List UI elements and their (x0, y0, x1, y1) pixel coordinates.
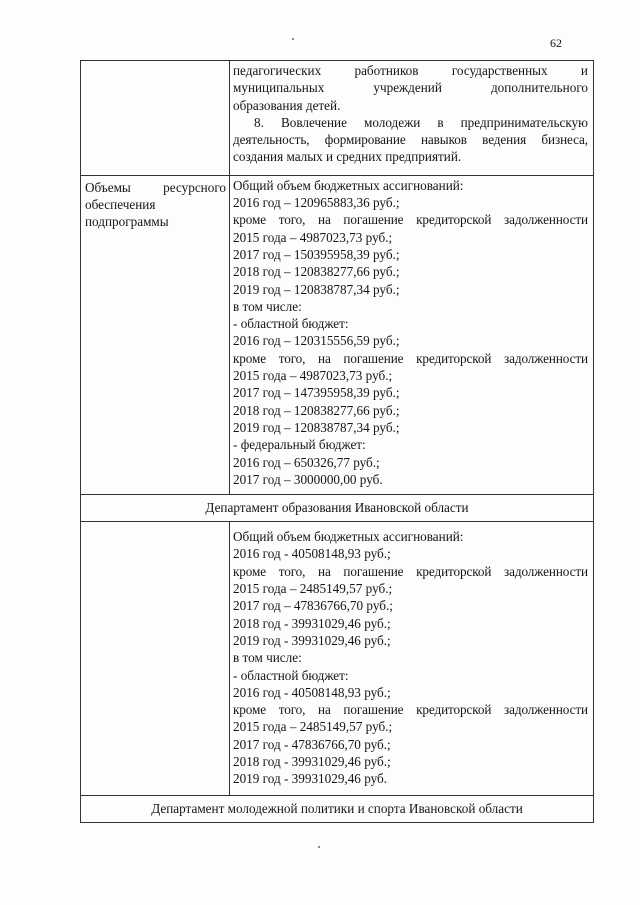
budget-line: 2018 год - 39931029,46 руб.; (233, 753, 391, 769)
budget-line: в том числе: (233, 298, 302, 314)
goals-row (81, 61, 594, 176)
education-dept-header-row (81, 495, 594, 522)
budget-line: 2019 год – 120838787,34 руб.; (233, 281, 400, 297)
budget-line: 2017 год – 3000000,00 руб. (233, 471, 383, 487)
goal-line: педагогических работников государственных и (233, 63, 588, 78)
empty-label-cell (81, 522, 230, 795)
resources-label-line: обеспечения (85, 197, 156, 213)
budget-line: 2016 год – 120965883,36 руб.; (233, 195, 400, 211)
budget-line: 2017 год – 47836766,70 руб.; (233, 598, 393, 614)
budget-line: 2017 год - 47836766,70 руб.; (233, 736, 391, 752)
scan-speck (292, 38, 294, 40)
budget-line: кроме того, на погашение кредиторской задолженности (233, 350, 588, 366)
resources-label-cell (81, 175, 230, 494)
subprogram-passport-table (80, 60, 594, 823)
goal-line: муниципальных учреждений дополнительного (233, 80, 588, 96)
goals-cell (230, 61, 594, 176)
education-dept-title: Департамент образования Ивановской области (81, 495, 594, 522)
goal-line: образования детей. (233, 97, 341, 113)
scan-speck (318, 846, 320, 848)
budget-line: 2015 года – 2485149,57 руб.; (233, 719, 393, 735)
budget-line: 2016 год - 40508148,93 руб.; (233, 684, 391, 700)
budget-line: 2017 год – 147395958,39 руб.; (233, 385, 400, 401)
resources-row (81, 175, 594, 494)
budget-line: 2016 год – 120315556,59 руб.; (233, 333, 400, 349)
budget-line: в том числе: (233, 650, 302, 666)
budget-line: 2015 года – 4987023,73 руб.; (233, 368, 393, 384)
resources-label-line: подпрограммы (85, 214, 169, 230)
budget-line: 2015 года – 2485149,57 руб.; (233, 581, 393, 597)
budget-line: Общий объем бюджетных ассигнований: (233, 529, 464, 545)
budget-line: 2019 год - 39931029,46 руб.; (233, 632, 391, 648)
budget-line: - областной бюджет: (233, 667, 349, 683)
budget-line: кроме того, на погашение кредиторской задолженности (233, 212, 588, 228)
budget-line: 2016 год – 650326,77 руб.; (233, 454, 380, 470)
budget-line: - областной бюджет: (233, 316, 349, 332)
budget-line: 2015 года – 4987023,73 руб.; (233, 229, 393, 245)
empty-label-cell (81, 61, 230, 176)
goal-8-line: создания малых и средних предприятий. (233, 149, 462, 165)
budget-line: 2018 год – 120838277,66 руб.; (233, 402, 400, 418)
budget-line: 2017 год – 150395958,39 руб.; (233, 246, 400, 262)
budget-line: 2018 год – 120838277,66 руб.; (233, 264, 400, 280)
budget-line: 2019 год - 39931029,46 руб. (233, 771, 388, 787)
education-dept-values-cell (230, 522, 594, 795)
budget-line: - федеральный бюджет: (233, 437, 366, 453)
youth-dept-header-row (81, 795, 594, 822)
budget-line: 2016 год - 40508148,93 руб.; (233, 546, 391, 562)
budget-line: Общий объем бюджетных ассигнований: (233, 177, 464, 193)
budget-line: кроме того, на погашение кредиторской задолженности (233, 702, 588, 718)
goal-8-line: деятельность, формирование навыков ведения бизнеса, (233, 132, 588, 148)
budget-line: 2019 год – 120838787,34 руб.; (233, 419, 400, 435)
resources-label-line: Объемы ресурсного (85, 179, 226, 195)
budget-line: 2018 год - 39931029,46 руб.; (233, 615, 391, 631)
resources-values-cell (230, 175, 594, 494)
budget-line: кроме того, на погашение кредиторской задолженности (233, 563, 588, 579)
youth-dept-title: Департамент молодежной политики и спорта Ивановской области (81, 795, 594, 822)
goal-8-line: 8. Вовлечение молодежи в предпринимательскую (254, 114, 588, 130)
education-dept-row (81, 522, 594, 795)
page-number: 62 (550, 36, 562, 50)
